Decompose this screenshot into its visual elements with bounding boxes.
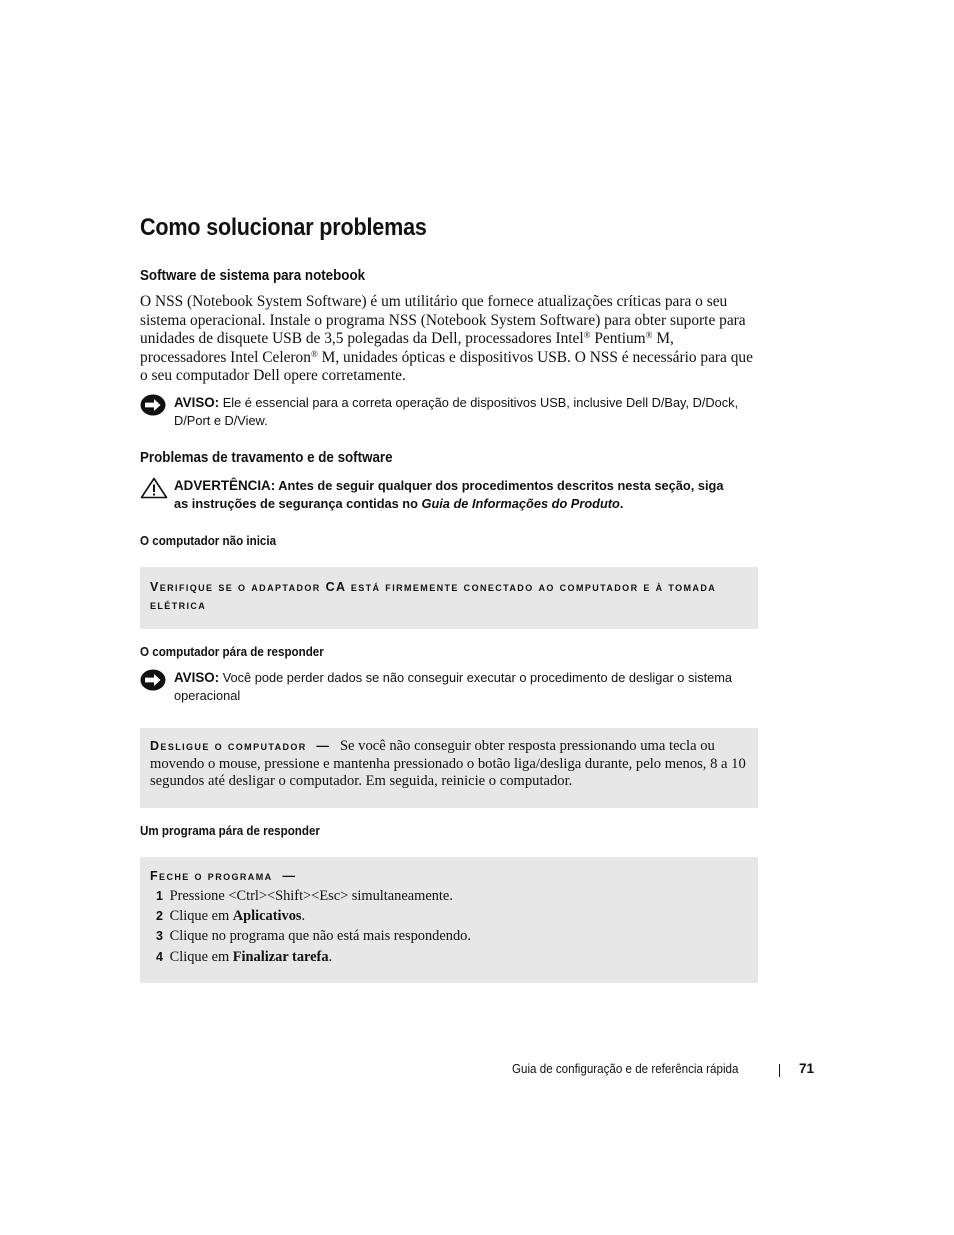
notice-text: Você pode perder dados se não conseguir executar o procedimento de desligar o sistema operacional xyxy=(174,670,733,703)
solution-dash: — xyxy=(282,869,297,883)
section-heading-freeze-problems: Problemas de travamento e de software xyxy=(140,449,393,466)
para-line: unidades de disquete USB de 3,5 polegadas da Dell, processadores Intel xyxy=(140,330,584,348)
steps-list xyxy=(156,886,746,967)
step-item: 1 Pressione <Ctrl><Shift><Esc> simultaneamente. xyxy=(156,888,453,904)
warning-safety xyxy=(140,477,740,512)
solution-box-shutdown xyxy=(140,728,758,808)
para-line: Pentium xyxy=(590,330,646,348)
warning-label: ADVERTÊNCIA: xyxy=(174,478,276,493)
page-title: Como solucionar problemas xyxy=(140,214,427,241)
solution-title: Desligue o computador xyxy=(150,739,307,753)
solution-text: Se você não conseguir obter resposta pressionando uma tecla ou movendo o mouse, pressione e mantenha pressionado o botão liga/desliga durante, pelo menos, 8 a 10 segundos até desligar o computador. Em seguida, reinicie o computador. xyxy=(150,738,746,790)
para-line: M, xyxy=(652,330,674,348)
step-item: 2 Clique em Aplicativos. xyxy=(156,908,306,925)
warning-text: Antes de seguir qualquer dos procedimentos descritos nesta seção, siga as instruções de segurança contidas no xyxy=(174,478,724,511)
footer-divider xyxy=(779,1064,780,1077)
para-line: M, unidades ópticas e dispositivos USB. O NSS é necessário para que xyxy=(317,348,753,366)
notice-icon xyxy=(140,669,166,696)
solution-dash: — xyxy=(316,739,331,753)
notice-label: AVISO: xyxy=(174,670,220,685)
registered-mark: ® xyxy=(310,348,318,359)
page-number: 71 xyxy=(799,1061,815,1076)
notice-usb xyxy=(140,394,740,429)
registered-mark: ® xyxy=(583,330,591,341)
solution-text: Verifique se o adaptador CA está firmemente conectado ao computador e à tomada elétrica xyxy=(150,580,717,612)
footer-guide-title: Guia de configuração e de referência rápida xyxy=(512,1061,739,1076)
nss-paragraph xyxy=(140,293,760,386)
warning-guide-title: Guia de Informações do Produto xyxy=(421,495,620,511)
warning-triangle-icon xyxy=(140,477,168,504)
problem-heading-program-stops: Um programa pára de responder xyxy=(140,823,320,838)
notice-text: Ele é essencial para a correta operação de dispositivos USB, inclusive Dell D/Bay, D/Dock, D/Port e D/View. xyxy=(174,395,739,428)
step-item: 3 Clique no programa que não está mais respondendo. xyxy=(156,928,471,945)
warning-end: . xyxy=(619,495,624,511)
solution-box-check-adapter xyxy=(140,567,758,629)
para-line: o seu computador Dell opere corretamente. xyxy=(140,367,406,385)
notice-icon xyxy=(140,394,166,421)
para-line: processadores Intel Celeron xyxy=(140,348,311,366)
section-heading-notebook-software: Software de sistema para notebook xyxy=(140,267,366,284)
solution-box-close-program xyxy=(140,857,758,983)
notice-data-loss xyxy=(140,669,740,704)
step-item: 4 Clique em Finalizar tarefa. xyxy=(156,948,333,965)
registered-mark: ® xyxy=(645,330,653,341)
problem-heading-no-start: O computador não inicia xyxy=(140,533,277,548)
problem-heading-stops-responding: O computador pára de responder xyxy=(140,644,324,659)
solution-title: Feche o programa xyxy=(150,869,273,883)
notice-label: AVISO: xyxy=(174,395,220,410)
para-line: sistema operacional. Instale o programa NSS (Notebook System Software) para obter suporte para xyxy=(140,311,746,329)
para-line: O NSS (Notebook System Software) é um utilitário que fornece atualizações críticas para o seu xyxy=(140,293,728,310)
